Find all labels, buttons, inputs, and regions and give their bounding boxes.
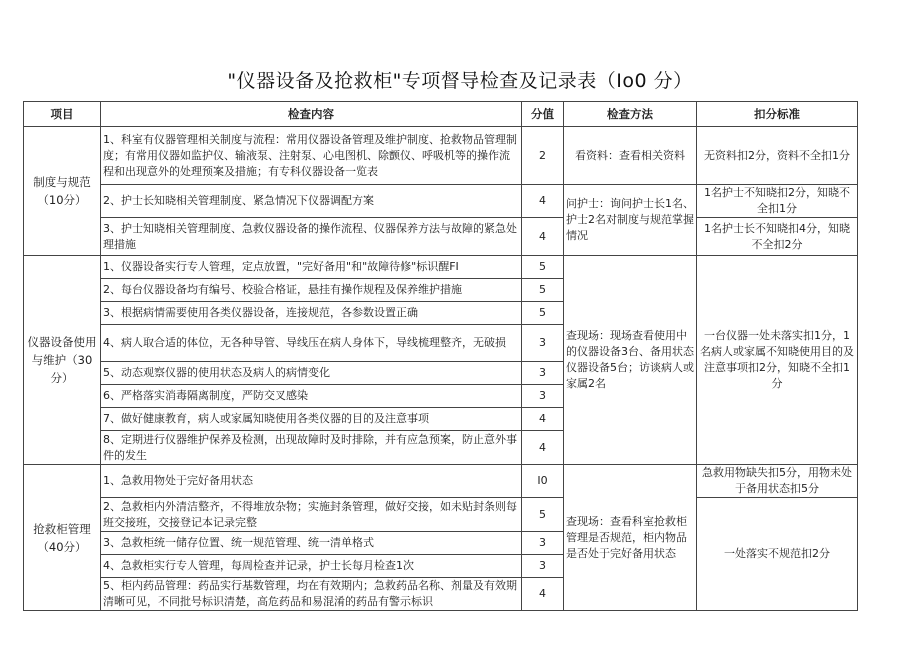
check-content: 4、急救柜实行专人管理，每周检查并记录，护士长每月检查1次 [101, 555, 522, 578]
deduction-standard: 1名护士不知晓扣2分，知晓不全扣1分 [697, 185, 858, 218]
check-content: 5、柜内药品管理：药品实行基数管理，均在有效期内；急救药品名称、剂量及有效期清晰可见，不同批号标识清楚，高危药品和易混淆的药品有警示标识 [101, 578, 522, 611]
check-content: 7、做好健康教育，病人或家属知晓使用各类仪器的目的及注意事项 [101, 408, 522, 431]
check-content: 1、仪器设备实行专人管理，定点放置，"完好备用"和"故障待修"标识醒FI [101, 256, 522, 279]
table-row [24, 465, 858, 498]
check-content: 6、严格落实消毒隔离制度，严防交叉感染 [101, 385, 522, 408]
check-content: 4、病人取合适的体位，无各种导管、导线压在病人身体下，导线梳理整齐，无破损 [101, 325, 522, 362]
score-value: 5 [522, 256, 564, 279]
table-row [24, 185, 858, 218]
score-value: 3 [522, 325, 564, 362]
table-row [24, 127, 858, 185]
section-name: 制度与规范（10分） [24, 127, 101, 256]
check-content: 1、科室有仪器管理相关制度与流程：常用仪器设备管理及维护制度、抢救物品管理制度；有常用仪器如监护仪、输液泵、注射泵、心电图机、除颤仪、呼吸机等的操作流程和出现意外的处理预案及措施；有专科仪器设备一览表 [101, 127, 522, 185]
deduction-standard: 1名护士长不知晓扣4分，知晓不全扣2分 [697, 218, 858, 256]
score-value: 3 [522, 532, 564, 555]
section-name: 抢救柜管理（40分） [24, 465, 101, 611]
check-method: 查现场：查看科室抢救柜管理是否规范，柜内物品是否处于完好备用状态 [564, 465, 697, 611]
table-row [24, 256, 858, 279]
deduction-standard: 一台仪器一处未落实扣1分，1名病人或家属不知晓使用目的及注意事项扣2分，知晓不全扣1分 [697, 256, 858, 465]
check-content: 1、急救用物处于完好备用状态 [101, 465, 522, 498]
deduction-standard: 无资料扣2分，资料不全扣1分 [697, 127, 858, 185]
header-method: 检查方法 [564, 102, 697, 127]
deduction-standard: 急救用物缺失扣5分，用物未处于备用状态扣5分 [697, 465, 858, 498]
score-value: 4 [522, 185, 564, 218]
deduction-standard: 一处落实不规范扣2分 [697, 498, 858, 611]
score-value: 5 [522, 498, 564, 532]
check-content: 2、每台仪器设备均有编号、校验合格证，悬挂有操作规程及保养维护措施 [101, 279, 522, 302]
check-content: 2、急救柜内外清洁整齐，不得堆放杂物；实施封条管理，做好交接，如未贴封条则每班交接班，交接登记本记录完整 [101, 498, 522, 532]
score-value: 4 [522, 431, 564, 465]
check-content: 8、定期进行仪器维护保养及检测，出现故障时及时排除，并有应急预案，防止意外事件的发生 [101, 431, 522, 465]
score-value: 3 [522, 362, 564, 385]
check-method: 问护士：询问护士长1名、护士2名对制度与规范掌握情况 [564, 185, 697, 256]
header-standard: 扣分标准 [697, 102, 858, 127]
score-value: 5 [522, 302, 564, 325]
check-content: 3、根据病情需要使用各类仪器设备，连接规范，各参数设置正确 [101, 302, 522, 325]
inspection-table [23, 101, 858, 611]
table-header-row [24, 102, 858, 127]
score-value: 5 [522, 279, 564, 302]
table-row [24, 218, 858, 256]
score-value: 4 [522, 218, 564, 256]
page-title: "仪器设备及抢救柜"专项督导检查及记录表（Io0 分） [227, 70, 693, 92]
score-value: 4 [522, 578, 564, 611]
score-value: 3 [522, 385, 564, 408]
table-row [24, 498, 858, 532]
check-content: 3、急救柜统一储存位置、统一规范管理、统一清单格式 [101, 532, 522, 555]
score-value: 4 [522, 408, 564, 431]
section-name: 仪器设备使用与维护（30分） [24, 256, 101, 465]
check-method: 查现场：现场查看使用中的仪器设备3台、备用状态仪器设备5台；访谈病人或家属2名 [564, 256, 697, 465]
check-content: 3、护士知晓相关管理制度、急救仪器设备的操作流程、仪器保养方法与故障的紧急处理措施 [101, 218, 522, 256]
header-item: 项目 [24, 102, 101, 127]
header-content: 检查内容 [101, 102, 522, 127]
score-value: 2 [522, 127, 564, 185]
header-score: 分值 [522, 102, 564, 127]
score-value: I0 [522, 465, 564, 498]
check-content: 2、护士长知晓相关管理制度、紧急情况下仪器调配方案 [101, 185, 522, 218]
score-value: 3 [522, 555, 564, 578]
check-content: 5、动态观察仪器的使用状态及病人的病情变化 [101, 362, 522, 385]
check-method: 看资料：查看相关资料 [564, 127, 697, 185]
